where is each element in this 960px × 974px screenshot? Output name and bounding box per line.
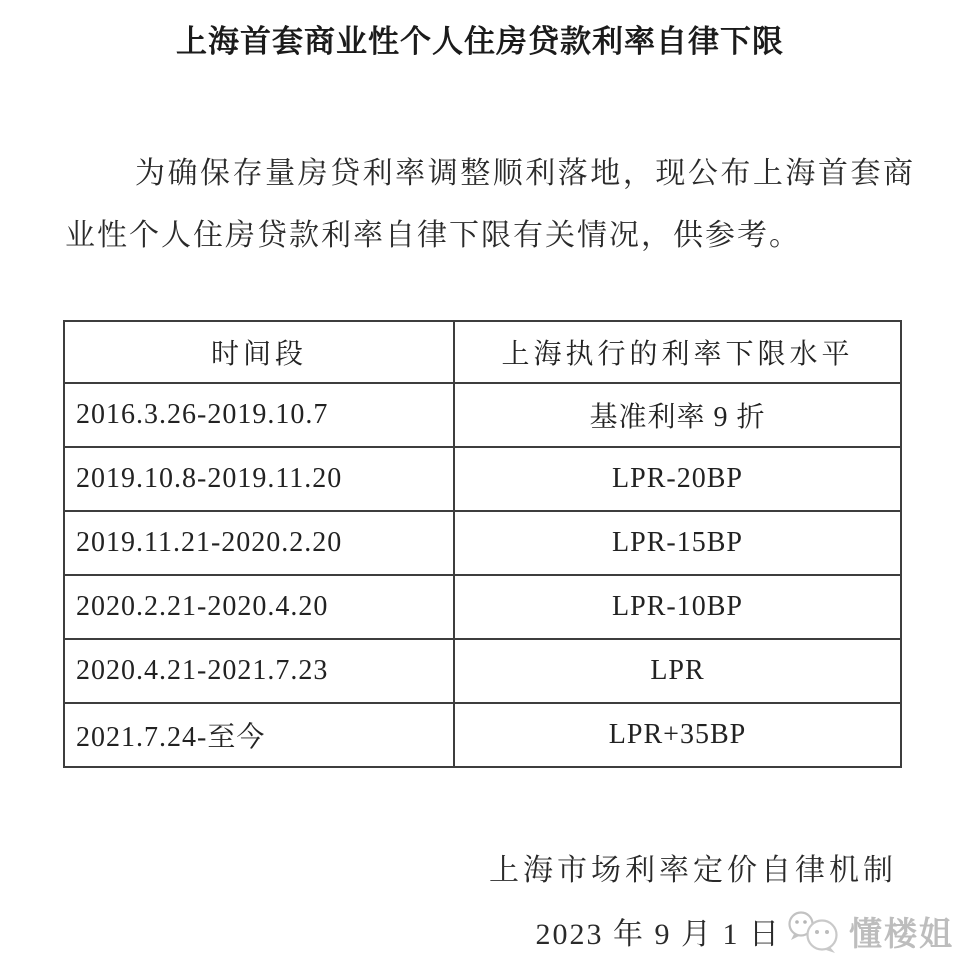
date: 2023 年 9 月 1 日 <box>535 918 781 951</box>
table-row <box>64 575 901 639</box>
rate-cell: LPR-15BP <box>454 511 901 575</box>
column-header-rate: 上海执行的利率下限水平 <box>454 321 901 383</box>
rate-cell: LPR-10BP <box>454 575 901 639</box>
document-title: 上海首套商业性个人住房贷款利率自律下限 <box>176 24 784 59</box>
period-cell: 2021.7.24-至今 <box>64 703 454 767</box>
period-cell: 2019.10.8-2019.11.20 <box>64 447 454 511</box>
period-cell: 2019.11.21-2020.2.20 <box>64 511 454 575</box>
rate-table <box>63 320 902 768</box>
period-cell: 2020.4.21-2021.7.23 <box>64 639 454 703</box>
rate-cell: 基准利率 9 折 <box>454 383 901 447</box>
watermark-label: 懂楼姐 <box>849 916 954 953</box>
signature: 上海市场利率定价自律机制 <box>489 854 897 887</box>
rate-cell: LPR-20BP <box>454 447 901 511</box>
chat-faces-icon <box>786 909 844 957</box>
table-row <box>64 383 901 447</box>
table-row <box>64 703 901 767</box>
table-row <box>64 639 901 703</box>
table-row <box>64 511 901 575</box>
period-cell: 2016.3.26-2019.10.7 <box>64 383 454 447</box>
period-cell: 2020.2.21-2020.4.20 <box>64 575 454 639</box>
rate-cell: LPR <box>454 639 901 703</box>
rate-cell: LPR+35BP <box>454 703 901 767</box>
table-row <box>64 447 901 511</box>
intro-paragraph: 为确保存量房贷利率调整顺利落地，现公布上海首套商业性个人住房贷款利率自律下限有关情况，供参考。 <box>65 157 915 252</box>
date-watermark-row <box>536 905 955 957</box>
table-header-row <box>64 321 901 383</box>
column-header-period: 时间段 <box>64 321 454 383</box>
